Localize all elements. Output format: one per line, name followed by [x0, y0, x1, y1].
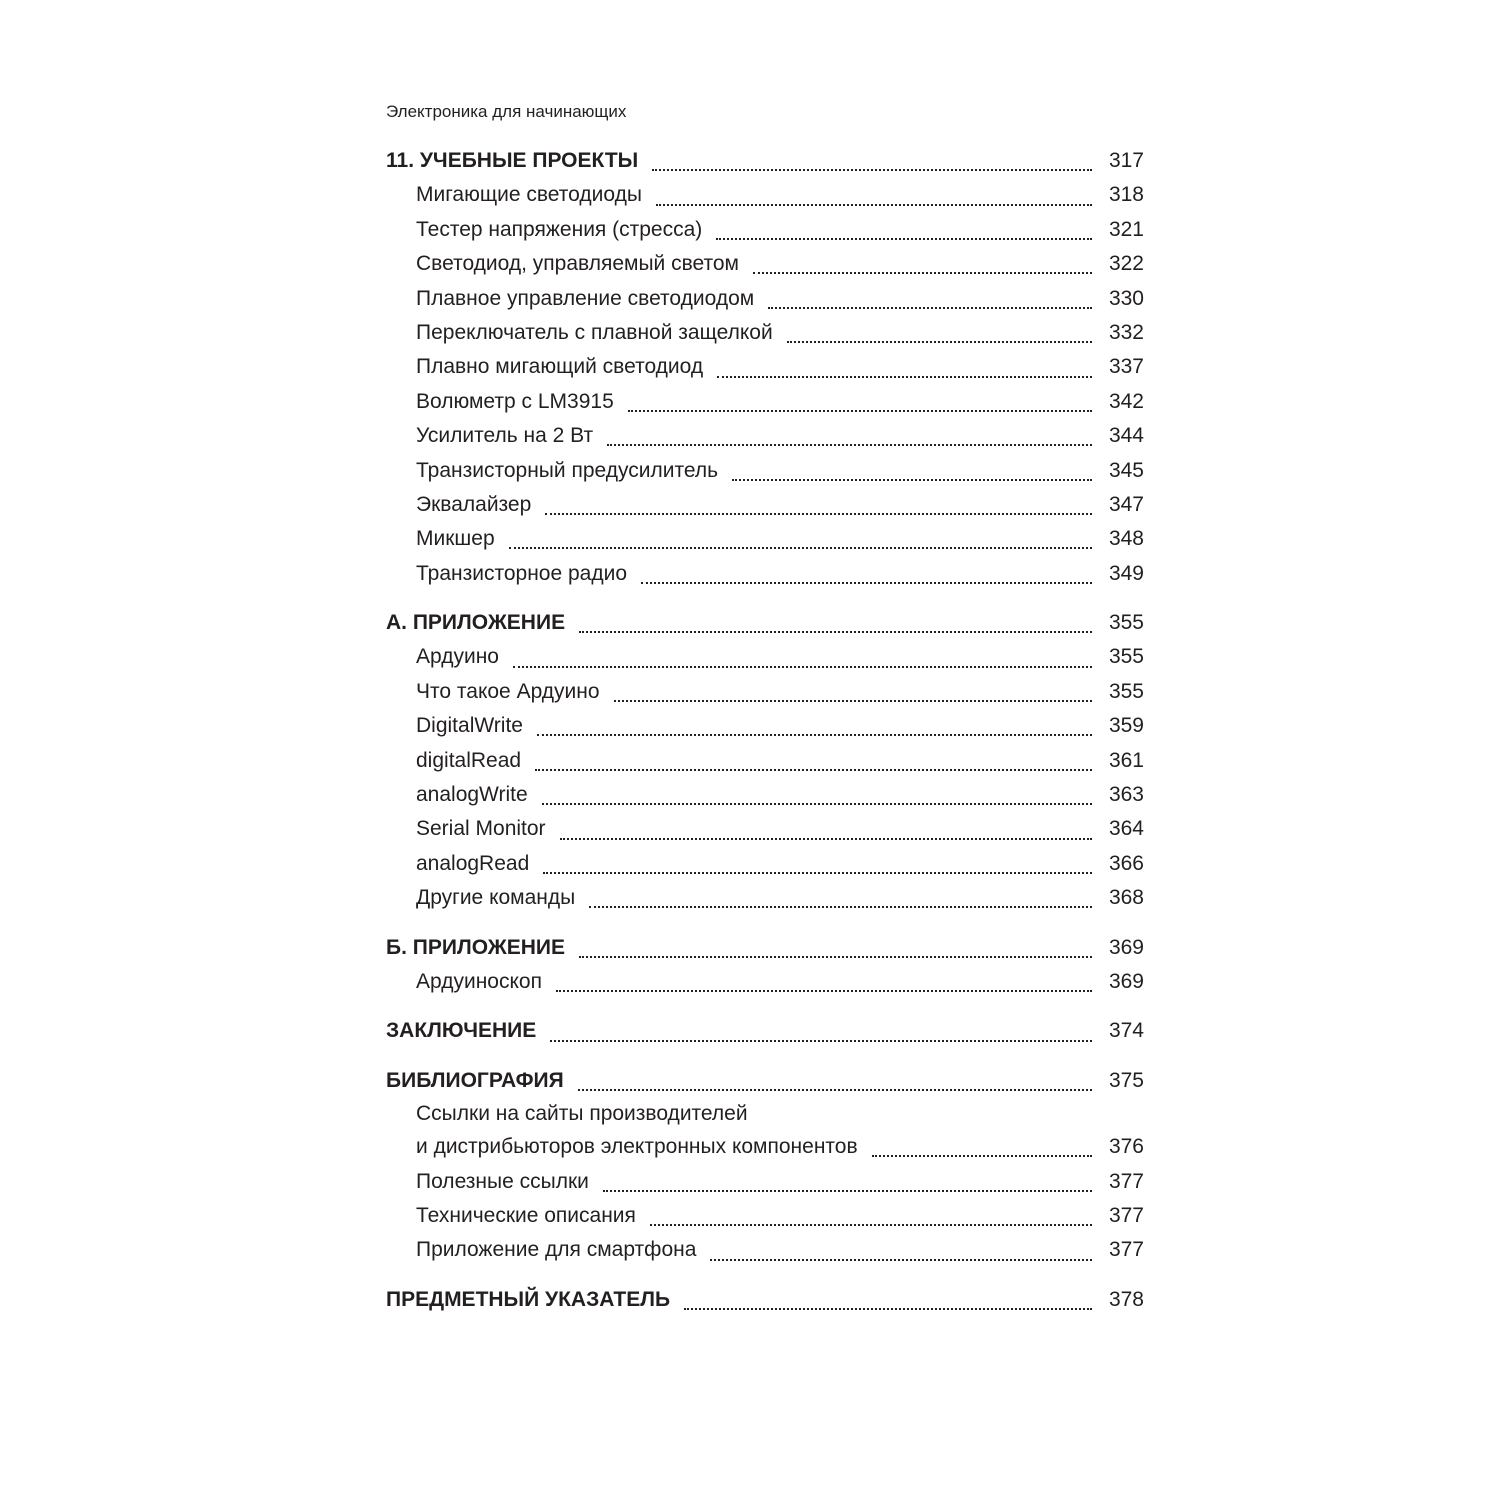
toc-entry-title: analogRead [416, 851, 530, 875]
toc-entry[interactable] [386, 1130, 1144, 1164]
toc-entry[interactable] [386, 709, 1144, 743]
toc-section-appendix-a [386, 606, 1144, 916]
toc-entry[interactable] [386, 454, 1144, 488]
toc-entry[interactable] [386, 282, 1144, 316]
toc-entry-page: 376 [1108, 1135, 1144, 1159]
toc-entry-title: Плавно мигающий светодиод [416, 355, 704, 379]
toc-entry[interactable] [386, 247, 1144, 281]
toc-entry-multiline-first[interactable] [386, 1098, 1144, 1130]
toc-entry-page: 378 [1108, 1287, 1144, 1311]
toc-page [386, 100, 1144, 1332]
dot-leader [550, 1034, 1092, 1042]
toc-entry-page: 347 [1108, 492, 1144, 516]
dot-leader [650, 1218, 1092, 1226]
dot-leader [684, 1302, 1092, 1310]
toc-entry-page: 345 [1108, 458, 1144, 482]
toc-entry-page: 318 [1108, 183, 1144, 207]
toc-entry-page: 348 [1108, 527, 1144, 551]
toc-entry-title: Ардуино [416, 645, 499, 669]
toc-entry-title: Б. ПРИЛОЖЕНИЕ [386, 935, 566, 959]
toc-section-chapter-11 [386, 144, 1144, 591]
toc-entry-title: Усилитель на 2 Вт [416, 424, 594, 448]
toc-entry-page: 375 [1108, 1068, 1144, 1092]
dot-leader [579, 625, 1092, 633]
toc-entry[interactable] [386, 316, 1144, 350]
toc-entry-title: Полезные ссылки [416, 1169, 589, 1193]
toc-entry[interactable] [386, 881, 1144, 915]
toc-entry[interactable] [386, 385, 1144, 419]
toc-entry[interactable] [386, 557, 1144, 591]
toc-entry-title: Технические описания [416, 1203, 636, 1227]
toc-entry[interactable] [386, 847, 1144, 881]
toc-entry[interactable] [386, 350, 1144, 384]
toc-entry-page: 355 [1108, 679, 1144, 703]
toc-entry-page: 364 [1108, 817, 1144, 841]
toc-entry-page: 377 [1108, 1203, 1144, 1227]
toc-entry-page: 363 [1108, 783, 1144, 807]
toc-entry-title: Микшер [416, 527, 495, 551]
dot-leader [716, 232, 1092, 240]
toc-entry-page: 349 [1108, 561, 1144, 585]
toc-entry-title: analogWrite [416, 783, 528, 807]
dot-leader [556, 984, 1092, 992]
toc-entry-page: 332 [1108, 320, 1144, 344]
toc-entry-title: Плавное управление светодиодом [416, 286, 755, 310]
toc-entry[interactable] [386, 1165, 1144, 1199]
dot-leader [579, 950, 1092, 958]
dot-leader [543, 866, 1092, 874]
dot-leader [589, 900, 1092, 908]
toc-entry-page: 344 [1108, 424, 1144, 448]
toc-entry-page: 377 [1108, 1169, 1144, 1193]
toc-entry[interactable] [386, 1233, 1144, 1267]
dot-leader [628, 404, 1092, 412]
toc-entry-title-line-1: Ссылки на сайты производителей [416, 1102, 748, 1126]
dot-leader [717, 370, 1092, 378]
toc-entry-title: Эквалайзер [416, 492, 532, 516]
toc-entry-title: 11. УЧЕБНЫЕ ПРОЕКТЫ [386, 149, 639, 172]
toc-entry[interactable] [386, 488, 1144, 522]
toc-entry[interactable] [386, 1199, 1144, 1233]
dot-leader [513, 660, 1092, 668]
toc-chapter-entry[interactable] [386, 931, 1144, 965]
dot-leader [560, 832, 1092, 840]
toc-entry-title: Что такое Ардуино [416, 679, 600, 703]
toc-entry-title: БИБЛИОГРАФИЯ [386, 1068, 564, 1092]
dot-leader [509, 541, 1092, 549]
toc-entry-page: 322 [1108, 252, 1144, 276]
running-title: Электроника для начинающих [386, 102, 627, 121]
toc-entry-title: Транзисторное радио [416, 561, 628, 585]
dot-leader [732, 473, 1092, 481]
toc-entry-page: 366 [1108, 851, 1144, 875]
toc-section-bibliography [386, 1064, 1144, 1268]
toc-entry-page: 377 [1108, 1238, 1144, 1262]
dot-leader [545, 507, 1092, 515]
toc-entry-page: 368 [1108, 886, 1144, 910]
toc-chapter-entry[interactable] [386, 1014, 1144, 1048]
toc-entry-page: 359 [1108, 714, 1144, 738]
toc-entry-title: ПРЕДМЕТНЫЙ УКАЗАТЕЛЬ [386, 1287, 671, 1311]
toc-section-conclusion [386, 1014, 1144, 1048]
dot-leader [607, 438, 1092, 446]
dot-leader [872, 1149, 1092, 1157]
dot-leader [603, 1184, 1092, 1192]
toc-entry-title-line-2: и дистрибьюторов электронных компонентов [416, 1135, 858, 1159]
dot-leader [614, 694, 1092, 702]
toc-entry[interactable] [386, 778, 1144, 812]
toc-entry-title: digitalRead [416, 748, 522, 772]
toc-entry-title: Приложение для смартфона [416, 1238, 697, 1262]
toc-entry-page: 361 [1108, 748, 1144, 772]
toc-entry-title: ЗАКЛЮЧЕНИЕ [386, 1019, 537, 1043]
toc-entry-title: Тестер напряжения (стресса) [416, 217, 703, 241]
toc-entry-page: 342 [1108, 389, 1144, 413]
toc-section-index [386, 1283, 1144, 1317]
toc-entry-title: Ардуиноскоп [416, 969, 542, 993]
toc-entry-page: 374 [1108, 1019, 1144, 1043]
toc-entry[interactable] [386, 522, 1144, 556]
dot-leader [656, 198, 1092, 206]
toc-entry-page: 355 [1108, 645, 1144, 669]
table-of-contents [386, 144, 1144, 1317]
toc-entry-title: А. ПРИЛОЖЕНИЕ [386, 611, 566, 635]
toc-entry[interactable] [386, 213, 1144, 247]
dot-leader [787, 335, 1092, 343]
toc-entry-title: Переключатель с плавной защелкой [416, 320, 773, 344]
toc-entry-title: Транзисторный предусилитель [416, 458, 719, 482]
toc-entry-title: DigitalWrite [416, 714, 523, 738]
toc-entry[interactable] [386, 178, 1144, 212]
toc-entry-title: Волюметр с LM3915 [416, 389, 614, 413]
toc-chapter-entry[interactable] [386, 1064, 1144, 1098]
toc-entry-page: 330 [1108, 286, 1144, 310]
dot-leader [768, 301, 1092, 309]
dot-leader [578, 1083, 1092, 1091]
dot-leader [710, 1253, 1092, 1261]
toc-entry-page: 369 [1108, 969, 1144, 993]
toc-entry-page: 369 [1108, 935, 1144, 959]
toc-entry-page: 355 [1108, 611, 1144, 635]
toc-section-appendix-b [386, 931, 1144, 1000]
toc-entry[interactable] [386, 419, 1144, 453]
toc-entry[interactable] [386, 965, 1144, 999]
toc-entry-page: 317 [1108, 149, 1144, 172]
dot-leader [537, 728, 1092, 736]
toc-entry[interactable] [386, 675, 1144, 709]
toc-entry[interactable] [386, 640, 1144, 674]
toc-entry-page: 321 [1108, 217, 1144, 241]
toc-chapter-entry[interactable] [386, 1283, 1144, 1317]
dot-leader [652, 163, 1092, 171]
toc-chapter-entry[interactable] [386, 606, 1144, 640]
toc-entry[interactable] [386, 812, 1144, 846]
dot-leader [641, 576, 1092, 584]
toc-entry-title: Светодиод, управляемый светом [416, 252, 739, 276]
dot-leader [542, 797, 1092, 805]
dot-leader [535, 763, 1092, 771]
toc-entry[interactable] [386, 744, 1144, 778]
toc-entry-title: Serial Monitor [416, 817, 546, 841]
dot-leader [753, 266, 1092, 274]
toc-entry-title: Другие команды [416, 886, 576, 910]
toc-entry-title: Мигающие светодиоды [416, 183, 642, 207]
toc-chapter-entry[interactable] [386, 144, 1144, 178]
toc-entry-page: 337 [1108, 355, 1144, 379]
